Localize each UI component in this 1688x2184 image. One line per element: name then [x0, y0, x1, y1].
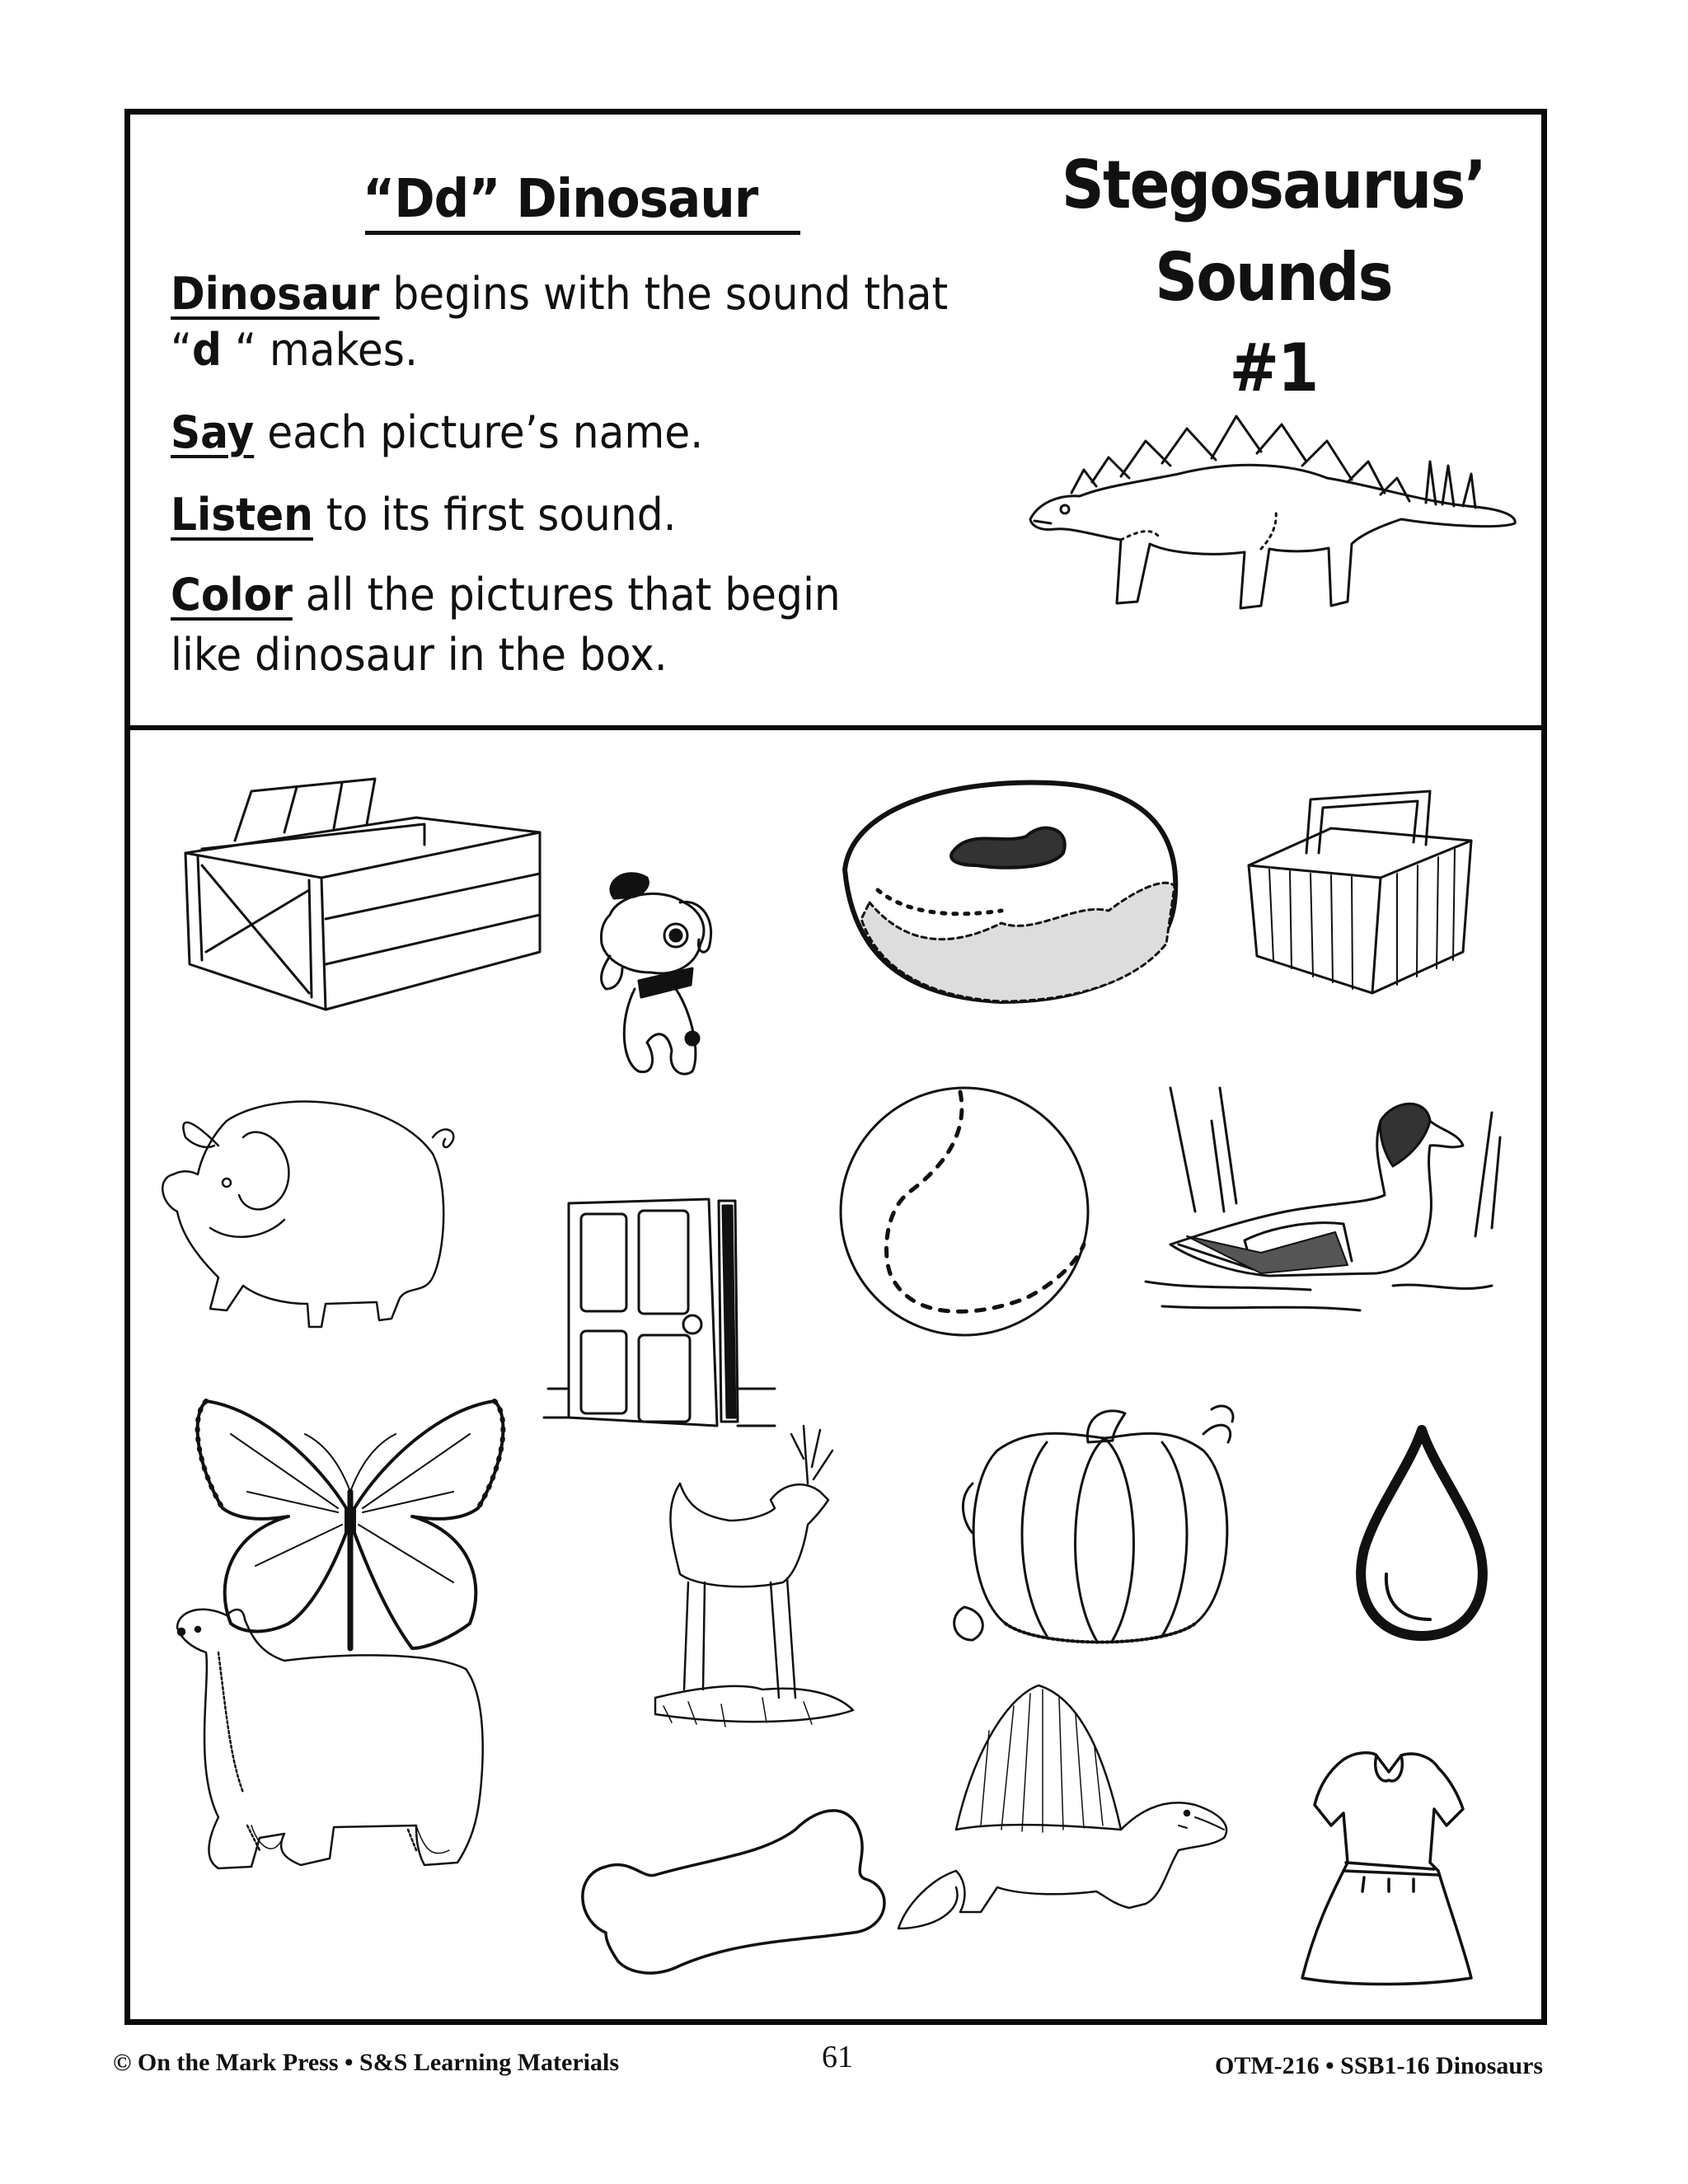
header-divider: [124, 725, 1547, 730]
instruction-keyword: Say: [171, 406, 255, 458]
deer-icon: [639, 1418, 886, 1747]
stegosaurus-icon: [1014, 404, 1525, 626]
pumpkin-icon: [940, 1401, 1261, 1665]
instruction-line-6: [171, 629, 668, 681]
side-title-line-1: Stegosaurus’: [1061, 147, 1486, 223]
instruction-keyword: Listen: [171, 489, 313, 541]
instruction-line-3: [171, 406, 703, 458]
instruction-text: all the pictures that begin: [292, 569, 841, 621]
dimetrodon-icon: [882, 1681, 1261, 1945]
side-title-line-2: Sounds: [1155, 239, 1392, 316]
instruction-keyword: Color: [171, 569, 293, 621]
drop-icon: [1352, 1426, 1492, 1640]
bone-icon: [573, 1797, 886, 1978]
instruction-text: to its first sound.: [312, 489, 677, 541]
instruction-text: like dinosaur in the box.: [171, 629, 668, 681]
instruction-line-2: [171, 324, 418, 376]
instruction-text: each picture’s name.: [254, 406, 704, 458]
crate-icon: [177, 758, 548, 1005]
footer-publisher: © On the Mark Press • S&S Learning Materials: [113, 2049, 619, 2076]
target-letter: d: [192, 324, 222, 376]
instruction-text: begins with the sound that: [379, 268, 949, 320]
title-underline: [365, 231, 800, 235]
instruction-line-4: [171, 489, 677, 541]
instruction-text: “ makes.: [221, 324, 418, 376]
basket-icon: [1240, 791, 1488, 997]
donut-icon: [837, 779, 1183, 1010]
side-title-line-3: #1: [1229, 330, 1318, 406]
pig-icon: [161, 1088, 482, 1335]
page-number: 61: [822, 2040, 853, 2074]
duck-icon: [1146, 1088, 1517, 1335]
dress-icon: [1298, 1747, 1479, 1986]
polar-bear-icon: [169, 1603, 507, 1891]
instruction-line-1: [171, 268, 948, 320]
ball-icon: [837, 1084, 1092, 1339]
instruction-line-5: [171, 569, 841, 621]
footer-series: OTM-216 • SSB1-16 Dinosaurs: [1215, 2052, 1544, 2079]
dog-icon: [577, 865, 742, 1088]
worksheet-title: “Dd” Dinosaur: [363, 169, 758, 230]
door-icon: [544, 1199, 758, 1430]
instruction-keyword: Dinosaur: [171, 268, 380, 320]
quote-open: “: [171, 324, 193, 376]
